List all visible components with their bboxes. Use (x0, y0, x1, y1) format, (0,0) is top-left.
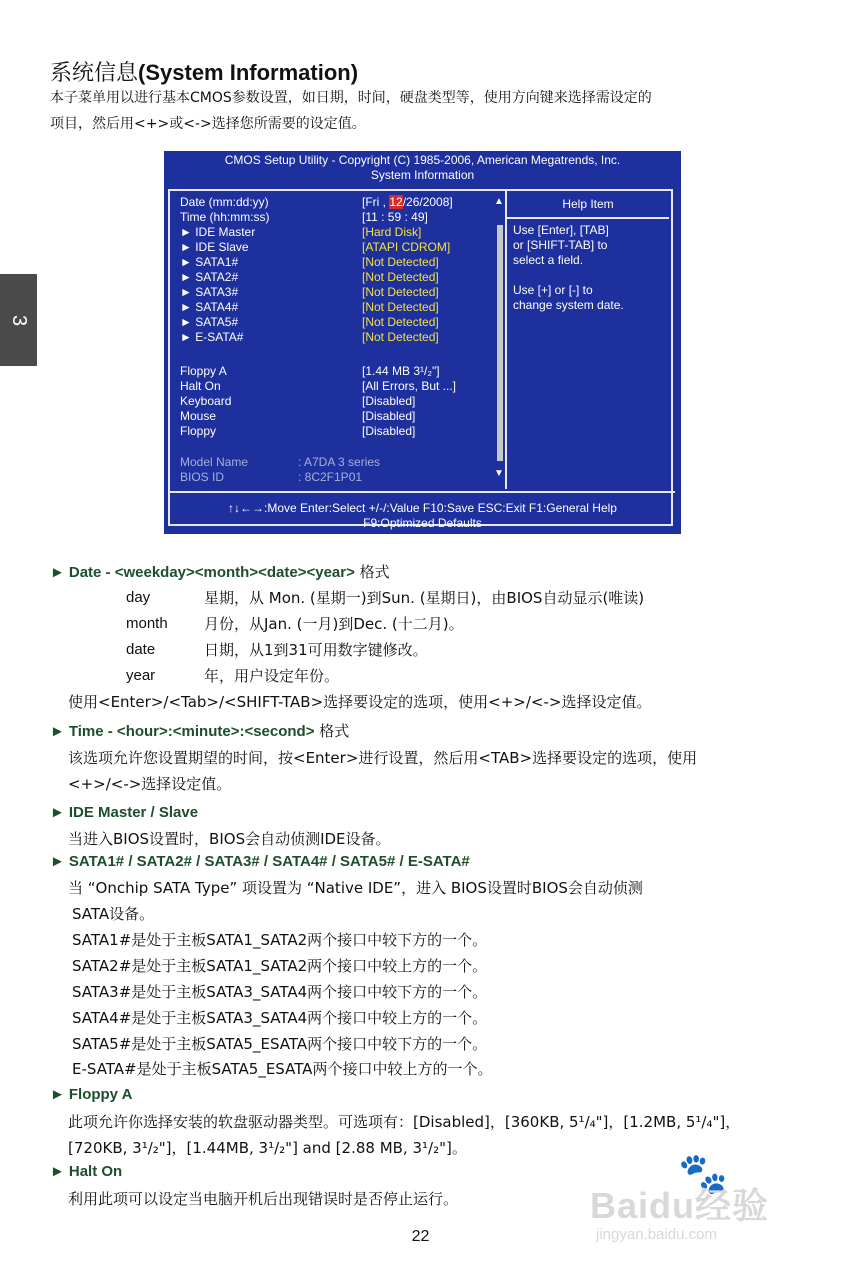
section-heading-halt (50, 1161, 122, 1183)
paw-logo-icon: 🐾 (678, 1151, 728, 1197)
bullet-triangle-icon: ► (50, 564, 65, 581)
bullet-triangle-icon: ► (50, 723, 65, 740)
bullet-triangle-icon: ► (50, 1086, 65, 1103)
section-heading-date-cn: 格式 (354, 563, 390, 581)
page-number: 22 (411, 1228, 430, 1245)
section-heading-floppy (50, 1084, 132, 1106)
bios-help-panel (507, 189, 675, 489)
sata-text-line: SATA3#是处于主板SATA3_SATA4两个接口中较下方的一个。 (72, 983, 488, 1001)
watermark-logo-text: Baidu经验 (590, 1185, 770, 1226)
sata-text-line: E-SATA#是处于主板SATA5_ESATA两个接口中较上方的一个。 (72, 1060, 493, 1078)
definition-desc: 日期，从1到31可用数字键修改。 (204, 641, 428, 659)
bios-help-text: Use [Enter], [TAB] or [SHIFT-TAB] to select a field. Use [+] or [-] to change system date. (513, 223, 624, 312)
definition-row (0, 663, 841, 689)
bios-option-label: Keyboard (180, 394, 232, 408)
page-title (50, 56, 358, 87)
bios-device-label: ► IDE Master (180, 225, 256, 239)
bios-option-value: [Disabled] (362, 424, 416, 438)
section-heading-time-cn: 格式 (314, 722, 350, 740)
bios-device-label: ► SATA1# (180, 255, 239, 269)
intro-line: 本子菜单用以进行基本CMOS参数设置，如日期，时间，硬盘类型等，使用方向键来选择需设定的 (50, 90, 652, 106)
section-heading-ide-text: IDE Master / Slave (68, 804, 199, 821)
floppy-text-line: [720KB, 3¹/₂"]，[1.44MB, 3¹/₂"] and [2.88 MB, 3¹/₂"]。 (68, 1139, 467, 1157)
definition-term: date (126, 641, 156, 658)
bios-key-legend-line: F9:Optimized Defaults (363, 516, 482, 530)
sata-text-line: SATA4#是处于主板SATA3_SATA4两个接口中较上方的一个。 (72, 1009, 488, 1027)
bios-help-title: Help Item (507, 191, 669, 219)
section-heading-ide (50, 802, 198, 824)
bios-key-legend-line: ↑↓←→:Move Enter:Select +/-/:Value F10:Save ESC:Exit F1:General Help (228, 501, 617, 515)
intro-line: 项目，然后用<+>或<->选择您所需要的设定值。 (50, 116, 366, 132)
sata-text-line: 当 “Onchip SATA Type” 项设置为 “Native IDE”，进入 BIOS设置时BIOS会自动侦测 (68, 879, 643, 897)
bios-option-label: Mouse (180, 409, 217, 423)
bios-device-label: ► SATA2# (180, 270, 239, 284)
bios-date-label: Date (mm:dd:yy) (180, 195, 269, 209)
chapter-number: 3 (8, 314, 30, 326)
bios-device-value: [Not Detected] (362, 315, 439, 329)
bios-settings-panel (168, 189, 507, 489)
scroll-up-icon: ▲ (494, 196, 504, 207)
bios-device-value: [Not Detected] (362, 285, 439, 299)
bios-menu-title: System Information (370, 168, 475, 182)
bios-device-label: ► SATA4# (180, 300, 239, 314)
bios-option-value: [1.44 MB 3¹/₂"] (362, 364, 440, 378)
definition-desc: 星期，从 Mon. (星期一)到Sun. (星期日)，由BIOS自动显示(唯读) (204, 589, 645, 607)
bios-date-suffix: /26/2008] (402, 195, 453, 209)
bios-option-label: Halt On (180, 379, 221, 393)
definition-desc: 年，用户设定年份。 (204, 667, 340, 685)
bios-copyright: CMOS Setup Utility - Copyright (C) 1985-2006, American Megatrends, Inc. (224, 153, 621, 167)
watermark-url: jingyan.baidu.com (596, 1226, 717, 1243)
baidu-watermark (590, 1152, 790, 1248)
section-heading-time-en: Time - <hour>:<minute>:<second> (68, 723, 315, 740)
bios-device-value: [Not Detected] (362, 270, 439, 284)
bios-time-value: [11 : 59 : 49] (362, 210, 428, 224)
section-heading-time (50, 720, 349, 742)
section-heading-halt-text: Halt On (68, 1163, 123, 1180)
section-heading-sata (50, 851, 470, 873)
bullet-triangle-icon: ► (50, 1163, 65, 1180)
floppy-text-line: 此项允许你选择安装的软盘驱动器类型。可选项有：[Disabled]，[360KB, 5¹/₄"]，[1.2MB, 5¹/₄"]， (68, 1113, 741, 1131)
sata-text-line: SATA5#是处于主板SATA5_ESATA两个接口中较下方的一个。 (72, 1035, 488, 1053)
page-title-cn: 系统信息 (50, 61, 139, 86)
definition-row (0, 585, 841, 611)
definition-row (0, 637, 841, 663)
sata-text-line: SATA设备。 (72, 905, 155, 923)
bios-screenshot (164, 151, 681, 534)
halt-text: 利用此项可以设定当电脑开机后出现错误时是否停止运行。 (68, 1190, 459, 1208)
bios-device-label: ► SATA5# (180, 315, 239, 329)
bios-option-value: [All Errors, But ...] (362, 379, 457, 393)
bios-option-label: Floppy (180, 424, 217, 438)
bios-header (164, 153, 681, 183)
bios-date-value (362, 195, 453, 210)
section-heading-date-en: Date - <weekday><month><date><year> (68, 564, 355, 581)
bios-device-value: [Hard Disk] (362, 225, 422, 239)
bios-option-value: [Disabled] (362, 409, 416, 423)
bios-device-value: [Not Detected] (362, 255, 439, 269)
chapter-tab (0, 274, 37, 366)
definition-term: month (126, 615, 168, 632)
bullet-triangle-icon: ► (50, 853, 65, 870)
bios-time-label: Time (hh:mm:ss) (180, 210, 270, 224)
bios-device-label: ► SATA3# (180, 285, 239, 299)
bios-device-value: [Not Detected] (362, 330, 439, 344)
definition-desc: 月份，从Jan. (一月)到Dec. (十二月)。 (204, 615, 464, 633)
bios-device-label: ► IDE Slave (180, 240, 249, 254)
date-note: 使用<Enter>/<Tab>/<SHIFT-TAB>选择要设定的选项，使用<+>/<->选择设定值。 (68, 693, 652, 711)
bios-info-label: BIOS ID (180, 470, 225, 484)
bios-option-label: Floppy A (180, 364, 227, 378)
sata-text-line: SATA1#是处于主板SATA1_SATA2两个接口中较下方的一个。 (72, 931, 488, 949)
page-title-en: (System Information) (138, 60, 359, 85)
time-text-line: <+>/<->选择设定值。 (68, 775, 232, 793)
scroll-down-icon: ▼ (494, 468, 504, 479)
bios-info-label: Model Name (180, 455, 249, 469)
intro-paragraph (50, 85, 800, 137)
bullet-triangle-icon: ► (50, 804, 65, 821)
bios-device-value: [Not Detected] (362, 300, 439, 314)
definition-term: year (126, 667, 156, 684)
sata-text-line: SATA2#是处于主板SATA1_SATA2两个接口中较上方的一个。 (72, 957, 488, 975)
bios-info-value: : A7DA 3 series (298, 455, 381, 469)
time-text-line: 该选项允许您设置期望的时间，按<Enter>进行设置，然后用<TAB>选择要设定的选项，使用 (68, 749, 698, 767)
bios-key-legend (164, 501, 681, 531)
ide-text: 当进入BIOS设置时，BIOS会自动侦测IDE设备。 (68, 830, 391, 848)
bios-divider (170, 491, 675, 493)
definition-row (0, 611, 841, 637)
section-heading-floppy-text: Floppy A (68, 1086, 133, 1103)
bios-date-selected-field: 12 (389, 195, 403, 209)
definition-term: day (126, 589, 151, 606)
bios-scrollbar (497, 225, 503, 461)
section-heading-sata-text: SATA1# / SATA2# / SATA3# / SATA4# / SATA5# / E-SATA# (68, 853, 470, 870)
bios-device-value: [ATAPI CDROM] (362, 240, 451, 254)
bios-date-prefix: [Fri , (362, 195, 390, 209)
section-heading-date (50, 561, 390, 583)
bios-device-label: ► E-SATA# (180, 330, 244, 344)
bios-info-value: : 8C2F1P01 (298, 470, 363, 484)
bios-option-value: [Disabled] (362, 394, 416, 408)
